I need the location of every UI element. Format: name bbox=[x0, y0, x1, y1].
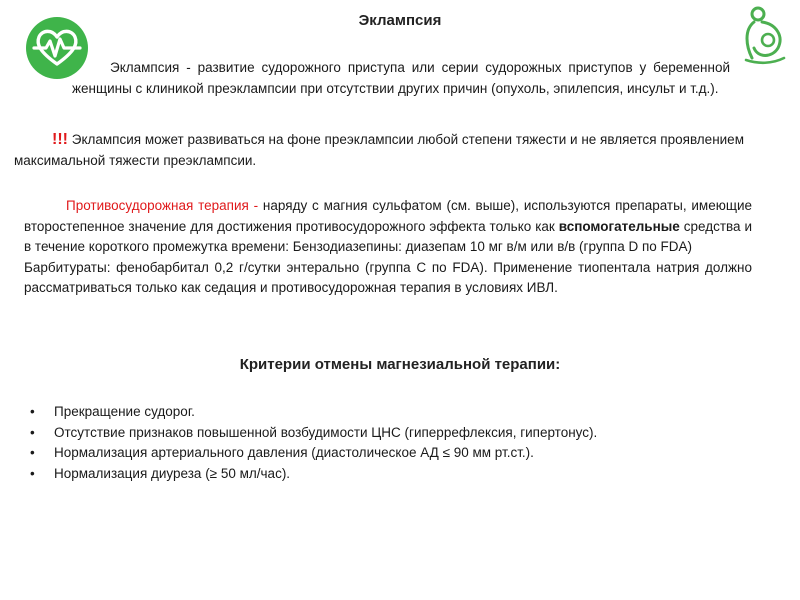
criteria-item-text: Нормализация диуреза (≥ 50 мл/час). bbox=[54, 465, 291, 481]
intro-paragraph bbox=[72, 58, 730, 99]
criteria-heading: Критерии отмены магнезиальной терапии: bbox=[239, 356, 561, 373]
barbiturates-text: Барбитураты: фенобарбитал 0,2 г/сутки энтерально (группа С по FDA). Применение тиопентала натрия должно рассматриваться только как седация и противосудорожная терапия в условиях ИВЛ. bbox=[24, 259, 752, 295]
list-item bbox=[26, 443, 706, 464]
criteria-list bbox=[26, 402, 706, 484]
criteria-item-text: Нормализация артериального давления (диастолическое АД ≤ 90 мм рт.ст.). bbox=[54, 445, 534, 460]
bullet: • bbox=[30, 445, 35, 460]
bullet: • bbox=[30, 424, 35, 440]
list-item bbox=[26, 423, 706, 444]
therapy-emphasis: вспомогательные bbox=[558, 218, 680, 234]
warning-text: Эклампсия может развиваться на фоне преэклампсии любой степени тяжести и не является проявлением максимальной тяжести преэклампсии. bbox=[14, 132, 744, 168]
list-item bbox=[26, 402, 706, 423]
mother-child-logo bbox=[732, 2, 796, 66]
bullet: • bbox=[30, 404, 35, 419]
intro-text: Эклампсия - развитие судорожного приступа или серии судорожных приступов у беременной женщины с клиникой преэклампсии при отсутствии других причин (опухоль, эпилепсия, инсульт и т.д.). bbox=[72, 60, 730, 96]
therapy-text-b: средства и в течение короткого промежутка времени: Бензодиазепины: диазепам 10 мг в/м или в/в (группа D по FDA) bbox=[24, 218, 752, 254]
bullet: • bbox=[30, 465, 35, 481]
page-title: Эклампсия bbox=[358, 12, 442, 29]
warning-mark: !!! bbox=[52, 131, 68, 148]
warning-note bbox=[14, 130, 754, 171]
criteria-item-text: Прекращение судорог. bbox=[54, 404, 195, 419]
therapy-heading: Противосудорожная терапия - bbox=[66, 198, 259, 213]
list-item bbox=[26, 464, 706, 485]
criteria-item-text: Отсутствие признаков повышенной возбудимости ЦНС (гиперрефлексия, гипертонус). bbox=[54, 424, 598, 440]
therapy-text-a: наряду с магния сульфатом (см. выше), используются препараты, имеющие второстепенное значение для достижения противосудорожного эффекта только как bbox=[24, 198, 752, 234]
therapy-paragraph bbox=[24, 196, 752, 299]
